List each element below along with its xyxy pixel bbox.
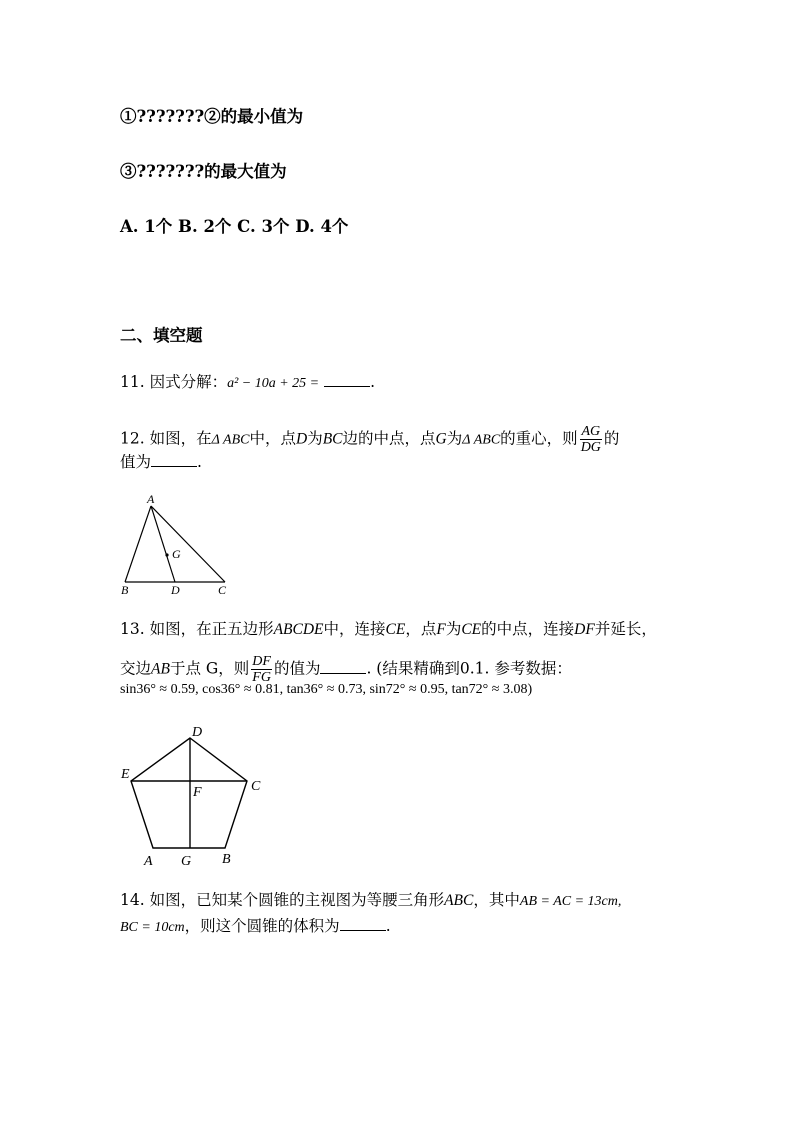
answer-blank[interactable]	[151, 452, 197, 467]
q13-text: 的值为	[273, 659, 321, 678]
question-12-line-2	[120, 452, 202, 472]
q11-end: .	[370, 373, 375, 391]
q13-text: ，点	[405, 620, 437, 638]
q14-triangle: ABC	[444, 892, 474, 909]
q13-segment-ce: CE	[461, 621, 482, 638]
label-a: A	[147, 492, 155, 506]
q12-text: 的	[603, 429, 620, 448]
label-e: E	[121, 767, 130, 782]
q14-end: .	[385, 917, 391, 935]
q12-end: .	[197, 453, 202, 471]
q12-point-d: D	[296, 430, 308, 448]
centroid-point	[165, 553, 168, 556]
q13-text: 13. 如图，在正五边形	[120, 620, 274, 638]
q11-expression: a² − 10a + 25 =	[227, 376, 320, 391]
q12-triangle: Δ ABC	[211, 432, 250, 448]
section-title: 二、填空题	[120, 326, 203, 345]
q12-text: 边的中点，点	[342, 429, 436, 448]
pentagon-outline	[131, 738, 247, 848]
label-g: G	[172, 547, 181, 561]
q13-text: 并延长，	[594, 620, 657, 638]
pentagon-figure	[115, 718, 275, 873]
triangle-figure	[115, 490, 240, 600]
answer-blank[interactable]	[340, 916, 386, 931]
q12-text: 12. 如图，在	[120, 429, 212, 448]
answer-blank[interactable]	[320, 659, 366, 674]
question-14-line-1	[120, 890, 621, 912]
q12-text: 为	[446, 429, 463, 448]
label-b: B	[121, 583, 129, 597]
q14-condition: BC = 10cm	[120, 920, 185, 935]
fraction-denominator: DG	[580, 440, 601, 455]
q14-text: ，其中	[473, 891, 520, 909]
q13-segment-ab: AB	[151, 660, 170, 678]
q13-text: 于点 G，则	[169, 659, 250, 678]
question-11	[120, 372, 375, 394]
fraction-denominator: FG	[252, 670, 271, 685]
side-ac	[151, 506, 225, 582]
fraction-numerator: AG	[581, 424, 601, 439]
q13-point-f: F	[436, 621, 446, 638]
q13-pentagon: ABCDE	[273, 621, 324, 638]
q14-text: ，则这个圆锥的体积为	[184, 917, 340, 935]
q11-prefix: 11. 因式分解：	[120, 373, 228, 391]
q12-segment-bc: BC	[322, 430, 343, 448]
q14-text: 14. 如图，已知某个圆锥的主视图为等腰三角形	[120, 891, 445, 909]
label-f: F	[193, 785, 202, 800]
q12-text: 值为	[120, 453, 152, 471]
q13-text: 交边	[120, 659, 152, 678]
q12-text: 为	[307, 429, 323, 448]
q12-text: 的重心，则	[500, 429, 578, 448]
q13-text: 的中点，连接	[481, 620, 575, 638]
label-d: D	[192, 725, 203, 740]
option-line-1: ①???????②的最小值为	[120, 107, 304, 126]
label-g: G	[181, 854, 192, 869]
q13-text: 为	[445, 620, 462, 638]
q12-text: 中，点	[249, 429, 296, 448]
median-ad	[151, 506, 175, 582]
question-13-line-1	[120, 619, 657, 640]
option-line-2: ③???????的最大值为	[120, 162, 287, 181]
question-14-line-2	[120, 916, 391, 938]
label-d: D	[171, 583, 180, 597]
label-c: C	[218, 583, 227, 597]
q13-text: 中，连接	[323, 620, 386, 638]
q12-point-g: G	[435, 430, 447, 448]
q13-segment-df: DF	[574, 621, 595, 638]
q13-text: . (结果精确到0.1. 参考数据：	[366, 659, 572, 678]
label-a: A	[144, 854, 153, 869]
question-13-line-3: sin36° ≈ 0.59, cos36° ≈ 0.81, tan36° ≈ 0.73, sin72° ≈ 0.95, tan72° ≈ 3.08)	[120, 682, 533, 697]
label-b: B	[222, 852, 231, 867]
fraction-numerator: DF	[252, 654, 271, 669]
question-12-line-1	[120, 424, 619, 455]
q12-triangle: Δ ABC	[462, 432, 501, 448]
side-ab	[125, 506, 151, 582]
answer-blank[interactable]	[324, 372, 370, 387]
label-c: C	[251, 779, 261, 794]
answer-choices: A. 1个 B. 2个 C. 3个 D. 4个	[120, 217, 349, 236]
q12-fraction	[580, 424, 602, 455]
q14-condition: AB = AC = 13cm,	[519, 894, 622, 909]
q13-segment-ce: CE	[385, 621, 406, 638]
